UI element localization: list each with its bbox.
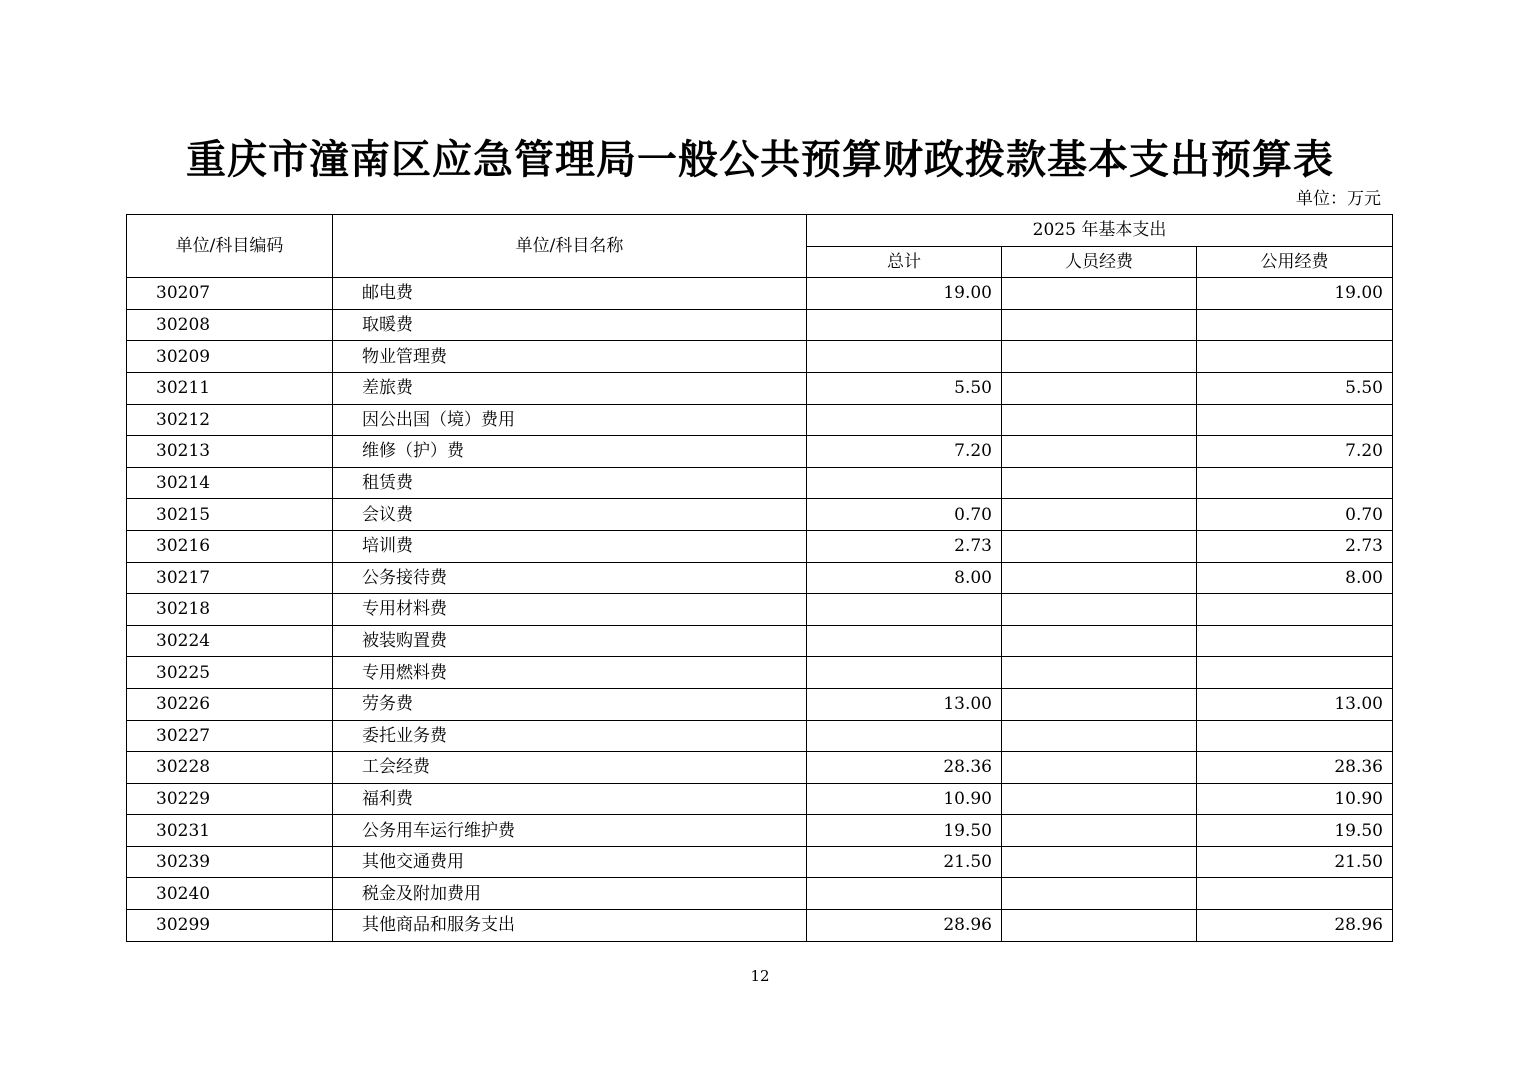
table-row <box>127 594 1393 626</box>
row-name: 公务接待费 <box>333 562 807 594</box>
table-row <box>127 720 1393 752</box>
row-name: 物业管理费 <box>333 341 807 373</box>
table-body <box>127 278 1393 941</box>
row-total: 0.70 <box>807 499 1002 531</box>
row-public <box>1197 878 1393 910</box>
row-personnel <box>1002 878 1197 910</box>
row-total <box>807 309 1002 341</box>
table-row <box>127 436 1393 468</box>
row-total: 21.50 <box>807 846 1002 878</box>
row-name: 其他交通费用 <box>333 846 807 878</box>
row-personnel <box>1002 309 1197 341</box>
table-row <box>127 467 1393 499</box>
row-name: 会议费 <box>333 499 807 531</box>
row-personnel <box>1002 752 1197 784</box>
row-public: 19.50 <box>1197 815 1393 847</box>
table-row <box>127 309 1393 341</box>
row-personnel <box>1002 625 1197 657</box>
row-personnel <box>1002 341 1197 373</box>
row-public: 28.36 <box>1197 752 1393 784</box>
header-personnel: 人员经费 <box>1002 246 1197 278</box>
row-code: 30240 <box>127 878 333 910</box>
row-public <box>1197 404 1393 436</box>
table-row <box>127 341 1393 373</box>
row-personnel <box>1002 562 1197 594</box>
row-public: 5.50 <box>1197 372 1393 404</box>
row-name: 专用材料费 <box>333 594 807 626</box>
row-code: 30225 <box>127 657 333 689</box>
table-row <box>127 878 1393 910</box>
row-total: 8.00 <box>807 562 1002 594</box>
budget-table <box>126 214 1393 942</box>
row-code: 30209 <box>127 341 333 373</box>
row-public: 10.90 <box>1197 783 1393 815</box>
row-name: 维修（护）费 <box>333 436 807 468</box>
table-row <box>127 752 1393 784</box>
row-name: 劳务费 <box>333 688 807 720</box>
row-code: 30217 <box>127 562 333 594</box>
row-total <box>807 720 1002 752</box>
row-total: 19.50 <box>807 815 1002 847</box>
row-code: 30213 <box>127 436 333 468</box>
row-personnel <box>1002 499 1197 531</box>
table-row <box>127 910 1393 942</box>
row-code: 30239 <box>127 846 333 878</box>
row-public <box>1197 625 1393 657</box>
row-code: 30224 <box>127 625 333 657</box>
table-row <box>127 278 1393 310</box>
row-personnel <box>1002 657 1197 689</box>
row-name: 福利费 <box>333 783 807 815</box>
row-public <box>1197 341 1393 373</box>
page-number: 12 <box>750 967 770 985</box>
row-personnel <box>1002 278 1197 310</box>
row-name: 工会经费 <box>333 752 807 784</box>
row-name: 取暖费 <box>333 309 807 341</box>
row-total: 7.20 <box>807 436 1002 468</box>
row-name: 其他商品和服务支出 <box>333 910 807 942</box>
row-name: 专用燃料费 <box>333 657 807 689</box>
row-personnel <box>1002 404 1197 436</box>
row-total: 13.00 <box>807 688 1002 720</box>
row-name: 因公出国（境）费用 <box>333 404 807 436</box>
table-row <box>127 846 1393 878</box>
row-public <box>1197 467 1393 499</box>
row-total <box>807 594 1002 626</box>
row-public <box>1197 309 1393 341</box>
row-code: 30218 <box>127 594 333 626</box>
row-code: 30231 <box>127 815 333 847</box>
row-code: 30211 <box>127 372 333 404</box>
row-name: 公务用车运行维护费 <box>333 815 807 847</box>
row-code: 30215 <box>127 499 333 531</box>
table-row <box>127 372 1393 404</box>
row-personnel <box>1002 436 1197 468</box>
row-public: 28.96 <box>1197 910 1393 942</box>
row-total: 19.00 <box>807 278 1002 310</box>
row-code: 30227 <box>127 720 333 752</box>
row-public <box>1197 720 1393 752</box>
row-personnel <box>1002 372 1197 404</box>
row-name: 差旅费 <box>333 372 807 404</box>
row-total <box>807 341 1002 373</box>
row-total: 28.36 <box>807 752 1002 784</box>
row-public: 7.20 <box>1197 436 1393 468</box>
header-total: 总计 <box>807 246 1002 278</box>
page-title: 重庆市潼南区应急管理局一般公共预算财政拨款基本支出预算表 <box>186 136 1334 183</box>
row-public: 0.70 <box>1197 499 1393 531</box>
table-row <box>127 562 1393 594</box>
row-name: 租赁费 <box>333 467 807 499</box>
row-code: 30299 <box>127 910 333 942</box>
table-row <box>127 783 1393 815</box>
row-total <box>807 625 1002 657</box>
row-public: 21.50 <box>1197 846 1393 878</box>
header-basic-expenditure: 2025 年基本支出 <box>807 215 1393 247</box>
table-row <box>127 530 1393 562</box>
unit-label: 单位：万元 <box>1296 189 1381 209</box>
row-code: 30226 <box>127 688 333 720</box>
row-name: 被装购置费 <box>333 625 807 657</box>
row-total <box>807 404 1002 436</box>
row-code: 30208 <box>127 309 333 341</box>
header-code: 单位/科目编码 <box>127 215 333 278</box>
row-total: 5.50 <box>807 372 1002 404</box>
table-row <box>127 404 1393 436</box>
row-public <box>1197 594 1393 626</box>
row-personnel <box>1002 467 1197 499</box>
row-code: 30216 <box>127 530 333 562</box>
row-personnel <box>1002 720 1197 752</box>
row-personnel <box>1002 910 1197 942</box>
row-personnel <box>1002 594 1197 626</box>
row-personnel <box>1002 688 1197 720</box>
row-name: 邮电费 <box>333 278 807 310</box>
row-code: 30212 <box>127 404 333 436</box>
row-total <box>807 878 1002 910</box>
table-row <box>127 657 1393 689</box>
row-name: 税金及附加费用 <box>333 878 807 910</box>
row-code: 30228 <box>127 752 333 784</box>
row-public: 8.00 <box>1197 562 1393 594</box>
table-row <box>127 625 1393 657</box>
row-code: 30214 <box>127 467 333 499</box>
table-row <box>127 688 1393 720</box>
row-public: 19.00 <box>1197 278 1393 310</box>
row-personnel <box>1002 846 1197 878</box>
row-personnel <box>1002 815 1197 847</box>
row-public: 2.73 <box>1197 530 1393 562</box>
header-public: 公用经费 <box>1197 246 1393 278</box>
row-total <box>807 467 1002 499</box>
row-name: 委托业务费 <box>333 720 807 752</box>
row-name: 培训费 <box>333 530 807 562</box>
table-row <box>127 499 1393 531</box>
row-public <box>1197 657 1393 689</box>
row-public: 13.00 <box>1197 688 1393 720</box>
row-total: 28.96 <box>807 910 1002 942</box>
row-personnel <box>1002 783 1197 815</box>
row-total: 2.73 <box>807 530 1002 562</box>
row-code: 30207 <box>127 278 333 310</box>
row-total <box>807 657 1002 689</box>
row-code: 30229 <box>127 783 333 815</box>
row-personnel <box>1002 530 1197 562</box>
row-total: 10.90 <box>807 783 1002 815</box>
header-name: 单位/科目名称 <box>333 215 807 278</box>
table-row <box>127 815 1393 847</box>
